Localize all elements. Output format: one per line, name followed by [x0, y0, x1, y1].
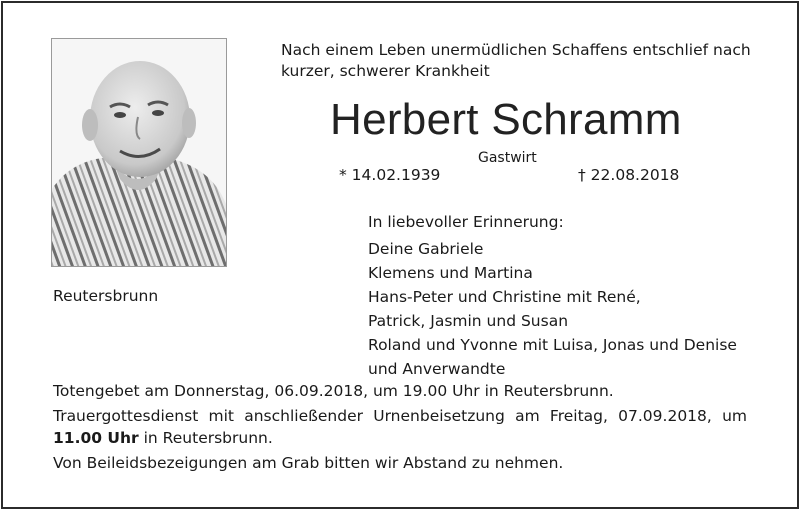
mourner-line: Roland und Yvonne mit Luisa, Jonas und Denise [368, 336, 737, 354]
deceased-name: Herbert Schramm [330, 95, 682, 144]
mourner-line: Hans-Peter und Christine mit René, [368, 288, 641, 306]
mourner-line: Klemens und Martina [368, 264, 533, 282]
service-notice [53, 405, 747, 449]
birth-date: * 14.02.1939 [339, 166, 441, 184]
mourner-line: und Anverwandte [368, 360, 506, 378]
service-place: in Reutersbrunn. [138, 429, 273, 447]
death-date: † 22.08.2018 [578, 166, 680, 184]
service-time: 11.00 Uhr [53, 429, 139, 447]
mourners-heading: In liebevoller Erinnerung: [368, 213, 564, 231]
occupation: Gastwirt [478, 150, 537, 166]
prayer-notice: Totengebet am Donnerstag, 06.09.2018, um 19.00 Uhr in Reutersbrunn. [53, 382, 614, 400]
portrait-photo-icon [52, 39, 226, 266]
hometown: Reutersbrunn [53, 287, 159, 305]
mourner-line: Patrick, Jasmin und Susan [368, 312, 569, 330]
intro-text: Nach einem Leben unermüdlichen Schaffens entschlief nach kurzer, schwerer Krankheit [281, 41, 751, 80]
portrait-photo [51, 38, 227, 267]
mourners-list [368, 210, 737, 381]
mourner-line: Deine Gabriele [368, 240, 484, 258]
condolence-notice: Von Beileidsbezeigungen am Grab bitten wir Abstand zu nehmen. [53, 454, 564, 472]
notices [53, 380, 747, 477]
service-text: Trauergottesdienst mit anschließender Urnenbeisetzung am Freitag, 07.09.2018, um [53, 407, 747, 425]
